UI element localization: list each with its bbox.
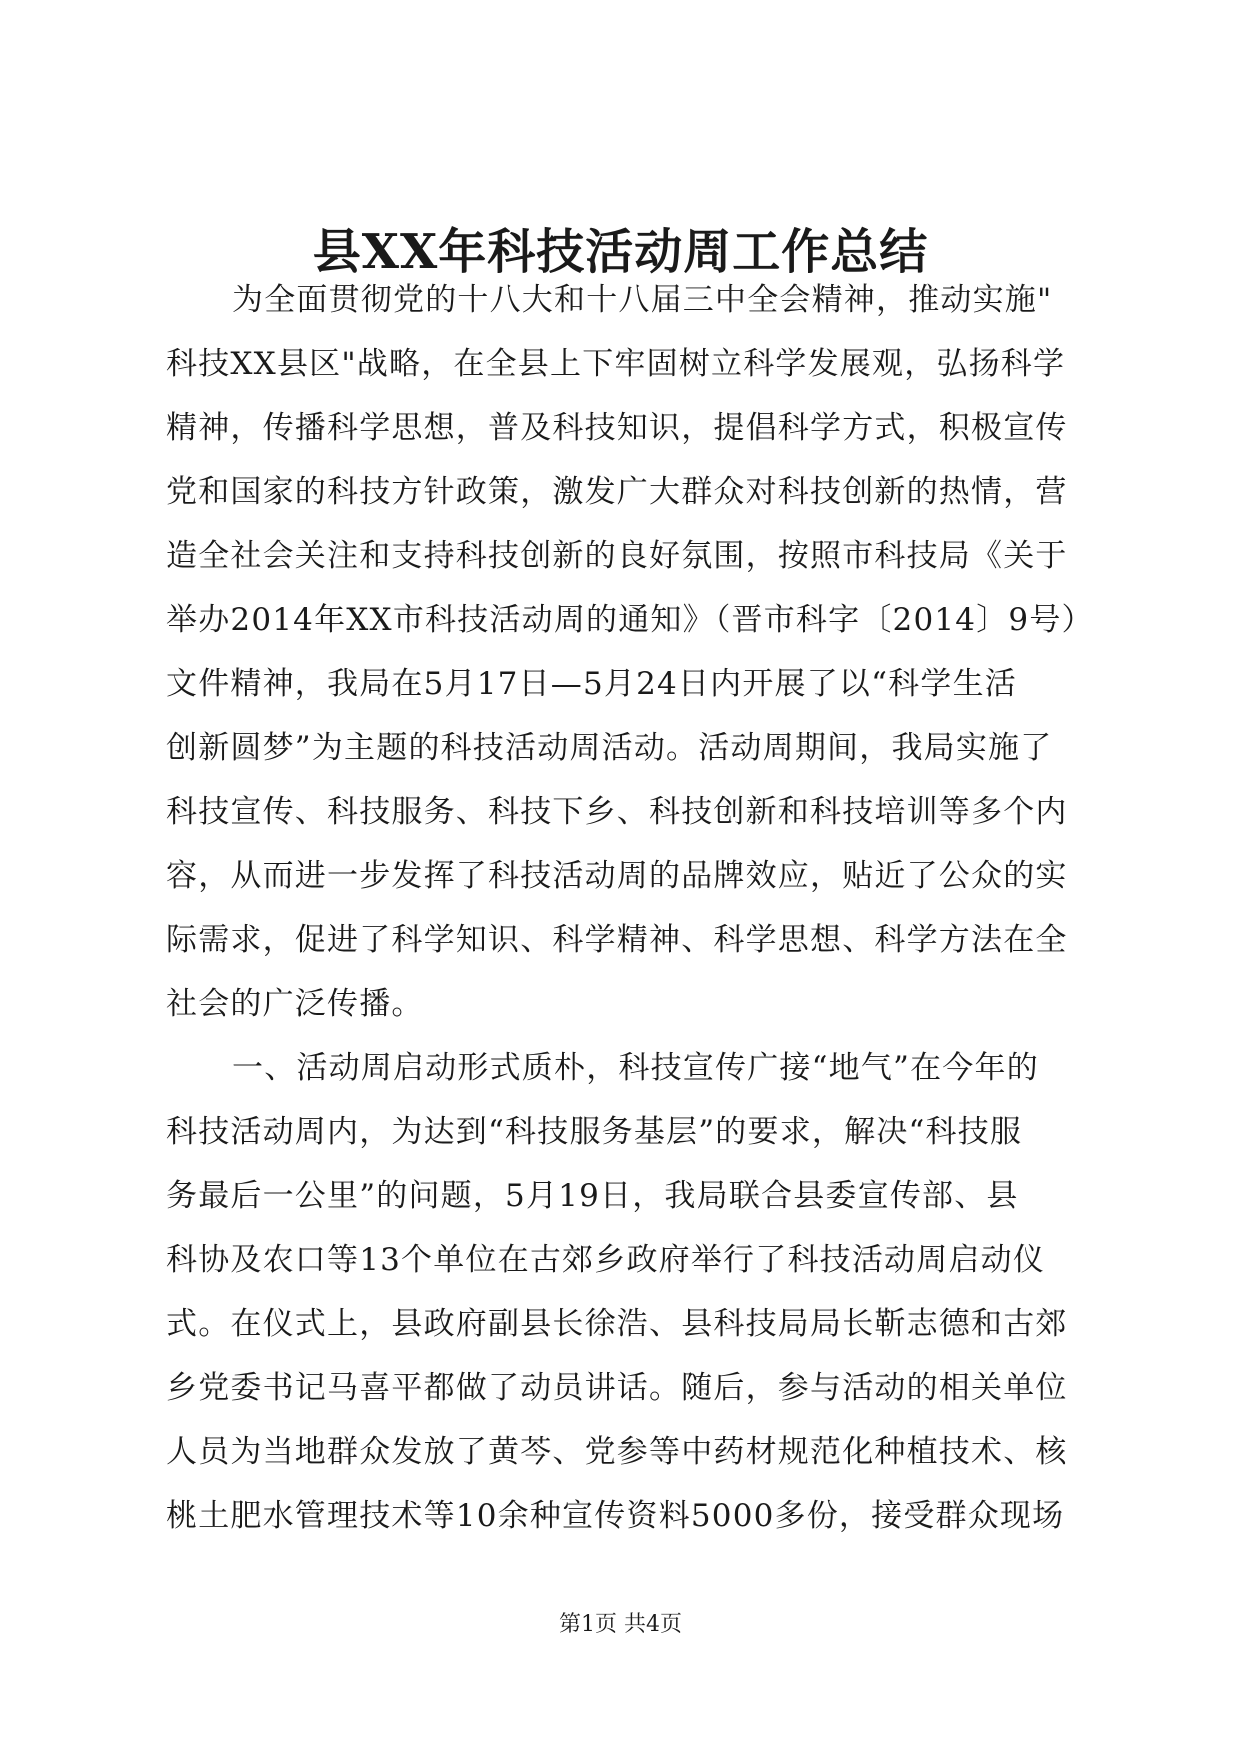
paragraph-line: 容，从而进一步发挥了科技活动周的品牌效应，贴近了公众的实 bbox=[166, 858, 1068, 894]
paragraph-line: 精神，传播科学思想，普及科技知识，提倡科学方式，积极宣传 bbox=[166, 410, 1068, 446]
paragraph-line: 为全面贯彻党的十八大和十八届三中全会精神，推动实施" bbox=[232, 282, 1053, 318]
paragraph-line: 科技活动周内，为达到“科技服务基层”的要求，解决“科技服 bbox=[166, 1114, 1023, 1150]
paragraph-line: 造全社会关注和支持科技创新的良好氛围，按照市科技局《关于 bbox=[166, 538, 1068, 574]
paragraph-line: 创新圆梦”为主题的科技活动周活动。活动周期间，我局实施了 bbox=[166, 730, 1053, 766]
paragraph-line: 务最后一公里”的问题，5月19日，我局联合县委宣传部、县 bbox=[166, 1178, 1019, 1214]
paragraph-line: 社会的广泛传播。 bbox=[166, 986, 424, 1022]
paragraph-line: 人员为当地群众发放了黄芩、党参等中药材规范化种植技术、核 bbox=[166, 1434, 1068, 1470]
section-heading-line: 一、活动周启动形式质朴，科技宣传广接“地气”在今年的 bbox=[232, 1050, 1039, 1086]
paragraph-line: 乡党委书记马喜平都做了动员讲话。随后，参与活动的相关单位 bbox=[166, 1370, 1068, 1406]
paragraph-line: 举办2014年XX市科技活动周的通知》（晋市科字〔2014〕9号） bbox=[166, 602, 1094, 638]
document-title: 县XX年科技活动周工作总结 bbox=[312, 224, 929, 280]
paragraph-line: 党和国家的科技方针政策，激发广大群众对科技创新的热情，营 bbox=[166, 474, 1068, 510]
page-number-footer: 第1页 共4页 bbox=[559, 1612, 682, 1637]
paragraph-line: 科协及农口等13个单位在古郊乡政府举行了科技活动周启动仪 bbox=[166, 1242, 1046, 1278]
document-body bbox=[166, 268, 1094, 1548]
paragraph-line: 文件精神，我局在5月17日—5月24日内开展了以“科学生活 bbox=[166, 666, 1017, 702]
paragraph-line: 科技XX县区"战略，在全县上下牢固树立科学发展观，弘扬科学 bbox=[166, 346, 1066, 382]
paragraph-line: 式。在仪式上，县政府副县长徐浩、县科技局局长靳志德和古郊 bbox=[166, 1306, 1068, 1342]
paragraph-line: 科技宣传、科技服务、科技下乡、科技创新和科技培训等多个内 bbox=[166, 794, 1068, 830]
paragraph-line: 桃土肥水管理技术等10余种宣传资料5000多份，接受群众现场 bbox=[166, 1498, 1065, 1534]
paragraph-line: 际需求，促进了科学知识、科学精神、科学思想、科学方法在全 bbox=[166, 922, 1068, 958]
